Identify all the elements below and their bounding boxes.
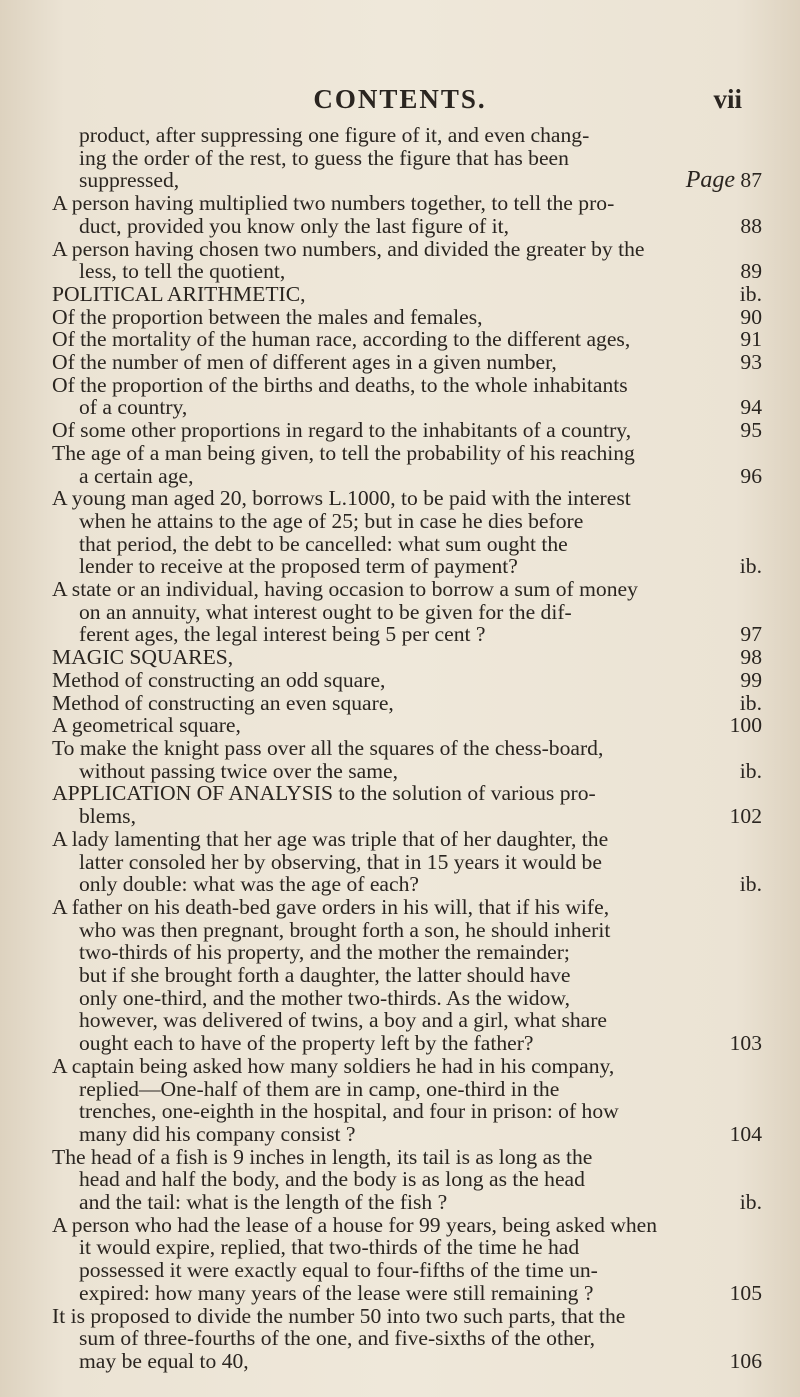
page-number-value: ib.: [739, 281, 762, 306]
toc-page-number: [718, 760, 762, 783]
toc-entry-line: when he attains to the age of 25; but in case he dies before: [79, 508, 584, 533]
toc-page-number: [718, 1191, 762, 1214]
toc-entry-line: A captain being asked how many soldiers he had in his company,: [52, 1053, 615, 1078]
toc-entry-line: A lady lamenting that her age was triple that of her daughter, the: [52, 826, 609, 851]
page-number-value: 94: [740, 395, 762, 420]
toc-entry: [52, 1055, 762, 1146]
toc-page-number: [718, 260, 762, 283]
toc-entry: [52, 192, 762, 237]
toc-entry-line: A person having multiplied two numbers together, to tell the pro-: [52, 191, 615, 216]
page-number-value: 102: [729, 804, 762, 829]
page-number-value: 100: [729, 713, 762, 738]
page-number-value: 98: [740, 645, 762, 670]
toc-page-number: [718, 805, 762, 828]
toc-entry-line: without passing twice over the same,: [79, 758, 399, 783]
toc-page-number: [718, 873, 762, 896]
page-number-value: 91: [740, 327, 762, 352]
toc-page-number: [718, 396, 762, 419]
toc-entry-line: Of some other proportions in regard to the inhabitants of a country,: [52, 418, 632, 443]
page-number-value: 89: [740, 259, 762, 284]
page-number-value: 103: [729, 1031, 762, 1056]
toc-section-heading: [52, 646, 762, 669]
running-title: CONTENTS.: [313, 84, 487, 114]
toc-entry-line: Method of constructing an even square,: [52, 690, 394, 715]
page-number-value: 96: [740, 463, 762, 488]
toc-page-number: [718, 351, 762, 374]
page-number-value: ib.: [739, 554, 762, 579]
page-number-value: 97: [740, 622, 762, 647]
toc-entry-line: on an annuity, what interest ought to be given for the dif-: [79, 599, 572, 624]
toc-page-number: [718, 692, 762, 715]
roman-page-number: vii: [713, 84, 742, 114]
toc-entry-line: sum of three-fourths of the one, and five-sixths of the other,: [79, 1326, 596, 1351]
toc-entry-line: suppressed,: [79, 168, 180, 193]
toc-entry-line: ing the order of the rest, to guess the figure that has been: [79, 145, 569, 170]
toc-entry: [52, 374, 762, 419]
toc-entry-line: MAGIC SQUARES,: [52, 645, 234, 670]
toc-page-number: [718, 283, 762, 306]
toc-entry-line: and the tail: what is the length of the fish ?: [79, 1190, 448, 1215]
toc-entry-line: that period, the debt to be cancelled: what sum ought the: [79, 531, 568, 556]
table-of-contents: [52, 124, 762, 1373]
toc-entry-line: product, after suppressing one figure of it, and even chang-: [79, 123, 590, 147]
toc-entry-line: duct, provided you know only the last figure of it,: [79, 213, 509, 238]
toc-page-number: [718, 215, 762, 238]
toc-page-number: [718, 306, 762, 329]
toc-entry: [52, 896, 762, 1055]
toc-section-heading: [52, 283, 762, 306]
toc-page-number: [718, 714, 762, 737]
toc-entry-line: The head of a fish is 9 inches in length, its tail is as long as the: [52, 1144, 593, 1169]
toc-entry-line: replied—One-half of them are in camp, one-third in the: [79, 1076, 560, 1101]
toc-entry-line: a certain age,: [79, 463, 194, 488]
toc-entry-line: may be equal to 40,: [79, 1348, 249, 1373]
toc-entry: [52, 692, 762, 715]
toc-entry: [52, 328, 762, 351]
toc-entry-line: only double: what was the age of each?: [79, 872, 419, 897]
toc-entry-line: trenches, one-eighth in the hospital, and four in prison: of how: [79, 1099, 619, 1124]
toc-entry-line: blems,: [79, 804, 136, 829]
page-number-value: 88: [740, 213, 762, 238]
toc-entry: [52, 487, 762, 578]
toc-entry-line: it would expire, replied, that two-thirds of the time he had: [79, 1235, 580, 1260]
toc-page-number: [718, 328, 762, 351]
toc-page-number: [718, 646, 762, 669]
toc-entry-line: two-thirds of his property, and the mother the remainder;: [79, 940, 570, 965]
toc-entry-line: It is proposed to divide the number 50 into two such parts, that the: [52, 1303, 626, 1328]
toc-entry: [52, 442, 762, 487]
toc-entry-line: Of the proportion between the males and females,: [52, 304, 483, 329]
toc-entry-line: ought each to have of the property left by the father?: [79, 1031, 534, 1056]
toc-entry-line: latter consoled her by observing, that in 15 years it would be: [79, 849, 602, 874]
toc-page-number: [718, 1032, 762, 1055]
toc-page-number: [718, 419, 762, 442]
page-number-value: 99: [740, 667, 762, 692]
toc-entry-line: who was then pregnant, brought forth a son, he should inherit: [79, 917, 611, 942]
toc-entry-line: Method of constructing an odd square,: [52, 667, 386, 692]
toc-entry-line: A state or an individual, having occasion to borrow a sum of money: [52, 577, 638, 602]
toc-entry: [52, 669, 762, 692]
toc-entry-line: APPLICATION OF ANALYSIS to the solution of various pro-: [52, 781, 596, 806]
toc-entry-line: A person having chosen two numbers, and divided the greater by the: [52, 236, 645, 261]
toc-entry: [52, 1214, 762, 1305]
toc-entry: [52, 714, 762, 737]
toc-page-number: [718, 669, 762, 692]
toc-entry: [52, 124, 762, 192]
toc-page-number: [642, 169, 762, 192]
toc-entry-line: The age of a man being given, to tell the probability of his reaching: [52, 440, 635, 465]
toc-entry-line: A geometrical square,: [52, 713, 241, 738]
toc-entry-line: of a country,: [79, 395, 188, 420]
toc-entry-line: but if she brought forth a daughter, the latter should have: [79, 963, 571, 988]
page-header: [0, 84, 800, 114]
toc-entry-line: many did his company consist ?: [79, 1121, 356, 1146]
toc-section-heading: [52, 782, 762, 827]
toc-page-number: [718, 1282, 762, 1305]
toc-entry: [52, 578, 762, 646]
toc-entry-line: A father on his death-bed gave orders in his will, that if his wife,: [52, 894, 610, 919]
toc-page-number: [718, 465, 762, 488]
page-number-value: 106: [729, 1348, 762, 1373]
toc-entry-line: less, to tell the quotient,: [79, 259, 286, 284]
toc-entry-line: A person who had the lease of a house for 99 years, being asked when: [52, 1212, 658, 1237]
toc-entry: [52, 419, 762, 442]
page-number-value: 87: [740, 168, 762, 193]
page-number-value: ib.: [739, 690, 762, 715]
page-number-value: 104: [729, 1121, 762, 1146]
page-number-value: 95: [740, 418, 762, 443]
toc-entry: [52, 828, 762, 896]
page-number-value: ib.: [739, 872, 762, 897]
toc-entry-line: possessed it were exactly equal to four-fifths of the time un-: [79, 1258, 598, 1283]
toc-page-number: [718, 623, 762, 646]
toc-entry-line: Of the proportion of the births and deaths, to the whole inhabitants: [52, 372, 628, 397]
toc-entry-line: Of the number of men of different ages in a given number,: [52, 350, 557, 375]
toc-entry: [52, 306, 762, 329]
toc-entry: [52, 351, 762, 374]
toc-entry-line: POLITICAL ARITHMETIC,: [52, 281, 306, 306]
toc-page-number: [718, 1123, 762, 1146]
toc-entry-line: lender to receive at the proposed term of payment?: [79, 554, 518, 579]
page-number-value: ib.: [739, 758, 762, 783]
toc-page-number: [718, 555, 762, 578]
toc-entry: [52, 737, 762, 782]
toc-entry: [52, 238, 762, 283]
toc-entry-line: To make the knight pass over all the squares of the chess-board,: [52, 735, 604, 760]
toc-entry-line: head and half the body, and the body is as long as the head: [79, 1167, 585, 1192]
toc-entry: [52, 1305, 762, 1373]
toc-entry-line: ferent ages, the legal interest being 5 per cent ?: [79, 622, 486, 647]
page-number-value: ib.: [739, 1190, 762, 1215]
page-label: Page: [685, 167, 735, 194]
page-number-value: 90: [740, 304, 762, 329]
toc-entry-line: Of the mortality of the human race, according to the different ages,: [52, 327, 631, 352]
toc-entry: [52, 1146, 762, 1214]
toc-entry-line: A young man aged 20, borrows L.1000, to be paid with the interest: [52, 486, 631, 511]
toc-entry-line: however, was delivered of twins, a boy and a girl, what share: [79, 1008, 608, 1033]
toc-page-number: [718, 1350, 762, 1373]
toc-entry-line: only one-third, and the mother two-thirds. As the widow,: [79, 985, 570, 1010]
toc-entry-line: expired: how many years of the lease were still remaining ?: [79, 1280, 594, 1305]
page-number-value: 105: [729, 1280, 762, 1305]
page-number-value: 93: [740, 350, 762, 375]
